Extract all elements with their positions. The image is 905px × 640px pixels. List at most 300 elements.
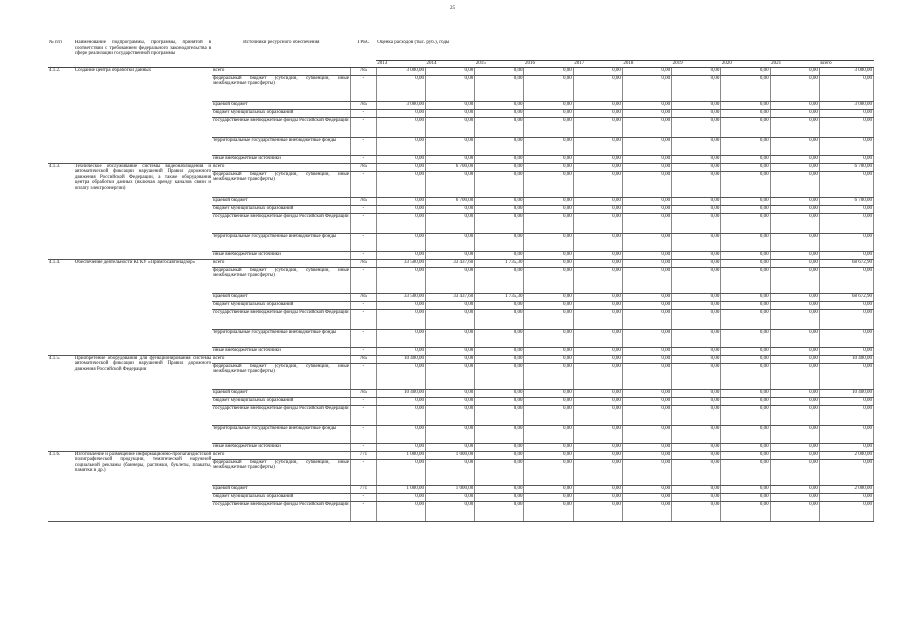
amount-cell: 0,00 (376, 329, 425, 347)
amount-cell: 0,00 (672, 101, 721, 109)
amount-cell: 0,00 (721, 67, 770, 75)
amount-cell: 0,00 (475, 75, 524, 101)
amount-cell: 0,00 (672, 501, 721, 521)
amount-cell: 0,00 (524, 355, 573, 363)
amount-cell: 6 700,00 (425, 197, 474, 205)
amount-cell: 1 000,00 (425, 451, 474, 459)
amount-cell: 0,00 (770, 363, 819, 389)
amount-cell: 0,00 (819, 205, 873, 213)
grbs-code: 785 (350, 355, 376, 363)
amount-cell: 0,00 (721, 443, 770, 451)
amount-cell: 0,00 (819, 309, 873, 329)
amount-cell: 0,00 (475, 451, 524, 459)
amount-cell: 0,00 (770, 101, 819, 109)
amount-cell: 0,00 (524, 213, 573, 233)
grbs-code: - (350, 329, 376, 347)
amount-cell: 0,00 (672, 155, 721, 163)
amount-cell: 0,00 (721, 389, 770, 397)
funding-source: краевой бюджет (212, 485, 350, 493)
header-year: 2021 (770, 61, 819, 68)
amount-cell: 0,00 (622, 355, 671, 363)
amount-cell: 0,00 (475, 117, 524, 137)
amount-cell: 0,00 (770, 443, 819, 451)
amount-cell: 0,00 (573, 293, 622, 301)
amount-cell: 0,00 (622, 171, 671, 197)
amount-cell: 0,00 (524, 329, 573, 347)
amount-cell: 0,00 (770, 213, 819, 233)
amount-cell: 0,00 (770, 259, 819, 267)
amount-cell: 0,00 (672, 109, 721, 117)
amount-cell: 0,00 (770, 205, 819, 213)
amount-cell: 0,00 (425, 405, 474, 425)
table-body (48, 67, 874, 521)
item-number: 4.1.2. (48, 67, 74, 163)
amount-cell: 0,00 (425, 459, 474, 485)
amount-cell: 0,00 (622, 293, 671, 301)
amount-cell: 0,00 (475, 355, 524, 363)
amount-cell: 0,00 (425, 363, 474, 389)
amount-cell: 0,00 (376, 301, 425, 309)
amount-cell: 0,00 (376, 197, 425, 205)
grbs-code: - (350, 117, 376, 137)
amount-cell: 0,00 (770, 293, 819, 301)
amount-cell: 68 672,90 (819, 293, 873, 301)
amount-cell: 0,00 (770, 405, 819, 425)
amount-cell: 0,00 (721, 501, 770, 521)
amount-cell: 0,00 (425, 425, 474, 443)
amount-cell: 0,00 (770, 485, 819, 493)
amount-cell: 0,00 (573, 405, 622, 425)
amount-cell: 0,00 (672, 259, 721, 267)
amount-cell: 0,00 (819, 267, 873, 293)
amount-cell: 0,00 (475, 197, 524, 205)
amount-cell: 0,00 (425, 101, 474, 109)
funding-source: всего (212, 163, 350, 171)
amount-cell: 0,00 (622, 251, 671, 259)
amount-cell: 0,00 (819, 137, 873, 155)
amount-cell: 0,00 (425, 389, 474, 397)
amount-cell: 33 437,60 (425, 293, 474, 301)
amount-cell: 2 000,00 (819, 485, 873, 493)
grbs-code: - (350, 493, 376, 501)
amount-cell: 0,00 (770, 425, 819, 443)
amount-cell: 0,00 (524, 137, 573, 155)
amount-cell: 0,00 (524, 459, 573, 485)
amount-cell: 0,00 (573, 213, 622, 233)
amount-cell: 0,00 (376, 267, 425, 293)
amount-cell: 0,00 (622, 75, 671, 101)
amount-cell: 0,00 (721, 197, 770, 205)
amount-cell: 0,00 (524, 117, 573, 137)
amount-cell: 0,00 (573, 117, 622, 137)
amount-cell: 33 437,60 (425, 259, 474, 267)
funding-source: краевой бюджет (212, 389, 350, 397)
amount-cell: 0,00 (573, 347, 622, 355)
amount-cell: 0,00 (475, 309, 524, 329)
funding-source: иные внебюджетные источники (212, 443, 350, 451)
amount-cell: 0,00 (672, 347, 721, 355)
amount-cell: 0,00 (475, 389, 524, 397)
amount-cell: 0,00 (622, 155, 671, 163)
header-name: Наименование подпрограммы, программы, принятой в соответствии с требованием федерального законодательства в сфере реализации государственной программы (74, 40, 212, 67)
grbs-code: - (350, 309, 376, 329)
amount-cell: 0,00 (622, 101, 671, 109)
amount-cell: 0,00 (475, 213, 524, 233)
amount-cell: 0,00 (573, 233, 622, 251)
funding-source: всего (212, 259, 350, 267)
amount-cell: 0,00 (376, 397, 425, 405)
amount-cell: 0,00 (819, 397, 873, 405)
amount-cell: 0,00 (770, 347, 819, 355)
header-year: 2018 (622, 61, 671, 68)
amount-cell: 0,00 (524, 493, 573, 501)
amount-cell: 6 700,00 (819, 197, 873, 205)
amount-cell: 0,00 (573, 425, 622, 443)
header-year: 2017 (573, 61, 622, 68)
amount-cell: 0,00 (475, 171, 524, 197)
header-grbs: ГРБС (350, 40, 376, 67)
amount-cell: 0,00 (425, 329, 474, 347)
amount-cell: 0,00 (672, 451, 721, 459)
amount-cell: 0,00 (819, 155, 873, 163)
amount-cell: 0,00 (425, 347, 474, 355)
amount-cell: 0,00 (770, 171, 819, 197)
amount-cell: 0,00 (770, 267, 819, 293)
budget-table (48, 40, 874, 522)
amount-cell: 0,00 (425, 501, 474, 521)
grbs-code: - (350, 155, 376, 163)
amount-cell: 0,00 (819, 425, 873, 443)
amount-cell: 0,00 (721, 251, 770, 259)
item-name: Обеспечение деятельности КГКУ «Примгосавтонадзор» (74, 259, 212, 355)
funding-source: бюджет муниципальных образований (212, 205, 350, 213)
amount-cell: 0,00 (622, 117, 671, 137)
amount-cell: 0,00 (425, 309, 474, 329)
amount-cell: 0,00 (622, 301, 671, 309)
amount-cell: 0,00 (672, 301, 721, 309)
amount-cell: 0,00 (573, 251, 622, 259)
amount-cell: 0,00 (425, 75, 474, 101)
amount-cell: 0,00 (524, 251, 573, 259)
amount-cell: 0,00 (622, 67, 671, 75)
amount-cell: 0,00 (721, 101, 770, 109)
amount-cell: 0,00 (770, 67, 819, 75)
table-row (48, 259, 874, 267)
amount-cell: 0,00 (573, 155, 622, 163)
amount-cell: 0,00 (475, 137, 524, 155)
amount-cell: 0,00 (475, 425, 524, 443)
amount-cell: 0,00 (770, 75, 819, 101)
amount-cell: 0,00 (475, 233, 524, 251)
header-year: 2014 (425, 61, 474, 68)
amount-cell: 0,00 (573, 451, 622, 459)
amount-cell: 0,00 (524, 101, 573, 109)
amount-cell: 0,00 (622, 213, 671, 233)
amount-cell: 10 400,00 (376, 355, 425, 363)
amount-cell: 0,00 (721, 205, 770, 213)
amount-cell: 1 735,30 (475, 259, 524, 267)
amount-cell: 0,00 (573, 75, 622, 101)
header-period: Оценка расходов (тыс. руб.), годы (376, 40, 873, 61)
amount-cell: 0,00 (672, 459, 721, 485)
amount-cell: 0,00 (425, 233, 474, 251)
amount-cell: 0,00 (672, 405, 721, 425)
amount-cell: 0,00 (819, 213, 873, 233)
amount-cell: 0,00 (819, 117, 873, 137)
amount-cell: 0,00 (770, 397, 819, 405)
grbs-code: - (350, 137, 376, 155)
grbs-code: 785 (350, 259, 376, 267)
amount-cell: 0,00 (721, 293, 770, 301)
amount-cell: 0,00 (622, 493, 671, 501)
amount-cell: 0,00 (524, 155, 573, 163)
amount-cell: 2 000,00 (819, 451, 873, 459)
amount-cell: 0,00 (770, 155, 819, 163)
amount-cell: 0,00 (573, 485, 622, 493)
amount-cell: 33 500,00 (376, 293, 425, 301)
amount-cell: 0,00 (524, 197, 573, 205)
amount-cell: 0,00 (672, 75, 721, 101)
grbs-code: - (350, 267, 376, 293)
amount-cell: 0,00 (721, 425, 770, 443)
amount-cell: 0,00 (721, 355, 770, 363)
amount-cell: 0,00 (622, 425, 671, 443)
amount-cell: 0,00 (376, 117, 425, 137)
amount-cell: 0,00 (524, 389, 573, 397)
amount-cell: 0,00 (622, 347, 671, 355)
amount-cell: 0,00 (721, 309, 770, 329)
amount-cell: 0,00 (622, 443, 671, 451)
amount-cell: 1 000,00 (376, 485, 425, 493)
header-source: Источники ресурсного обеспечения (212, 40, 350, 67)
amount-cell: 0,00 (672, 363, 721, 389)
page-number: 25 (450, 6, 455, 11)
amount-cell: 0,00 (573, 389, 622, 397)
grbs-code: - (350, 397, 376, 405)
grbs-code: - (350, 443, 376, 451)
amount-cell: 0,00 (622, 389, 671, 397)
amount-cell: 0,00 (721, 75, 770, 101)
amount-cell: 0,00 (475, 397, 524, 405)
amount-cell: 0,00 (376, 205, 425, 213)
amount-cell: 0,00 (770, 459, 819, 485)
amount-cell: 0,00 (524, 501, 573, 521)
grbs-code: 785 (350, 293, 376, 301)
amount-cell: 0,00 (376, 425, 425, 443)
amount-cell: 0,00 (672, 213, 721, 233)
amount-cell: 0,00 (672, 67, 721, 75)
amount-cell: 0,00 (524, 75, 573, 101)
amount-cell: 0,00 (425, 137, 474, 155)
grbs-code: - (350, 501, 376, 521)
grbs-code: - (350, 301, 376, 309)
amount-cell: 0,00 (770, 389, 819, 397)
amount-cell: 0,00 (819, 347, 873, 355)
amount-cell: 0,00 (524, 485, 573, 493)
amount-cell: 0,00 (475, 205, 524, 213)
amount-cell: 0,00 (672, 309, 721, 329)
amount-cell: 0,00 (376, 493, 425, 501)
amount-cell: 0,00 (425, 267, 474, 293)
amount-cell: 6 700,00 (819, 163, 873, 171)
grbs-code: - (350, 75, 376, 101)
grbs-code: 785 (350, 163, 376, 171)
amount-cell: 0,00 (425, 117, 474, 137)
amount-cell: 0,00 (524, 67, 573, 75)
amount-cell: 0,00 (672, 493, 721, 501)
amount-cell: 0,00 (524, 163, 573, 171)
amount-cell: 0,00 (524, 205, 573, 213)
amount-cell: 0,00 (819, 301, 873, 309)
amount-cell: 0,00 (770, 117, 819, 137)
funding-source: всего (212, 451, 350, 459)
grbs-code: - (350, 171, 376, 197)
amount-cell: 0,00 (622, 485, 671, 493)
header-year: 2016 (524, 61, 573, 68)
amount-cell: 0,00 (475, 267, 524, 293)
item-name: Приобретение оборудования для функционирования системы автоматической фиксации нарушений Правил дорожного движения Российской Федерации (74, 355, 212, 451)
amount-cell: 0,00 (672, 443, 721, 451)
amount-cell: 0,00 (721, 301, 770, 309)
grbs-code: - (350, 347, 376, 355)
amount-cell: 0,00 (672, 355, 721, 363)
amount-cell: 0,00 (524, 347, 573, 355)
amount-cell: 0,00 (376, 459, 425, 485)
amount-cell: 0,00 (475, 101, 524, 109)
amount-cell: 0,00 (376, 309, 425, 329)
grbs-code: - (350, 425, 376, 443)
amount-cell: 0,00 (622, 137, 671, 155)
funding-source: территориальные государственные внебюджетные фонды (212, 137, 350, 155)
amount-cell: 0,00 (573, 493, 622, 501)
amount-cell: 0,00 (622, 451, 671, 459)
amount-cell: 0,00 (475, 443, 524, 451)
funding-source: иные внебюджетные источники (212, 251, 350, 259)
funding-source: федеральный бюджет (субсидии, субвенции, иные межбюджетные трансферты) (212, 75, 350, 101)
amount-cell: 0,00 (622, 163, 671, 171)
amount-cell: 0,00 (770, 137, 819, 155)
funding-source: федеральный бюджет (субсидии, субвенции, иные межбюджетные трансферты) (212, 363, 350, 389)
grbs-code: - (350, 251, 376, 259)
grbs-code: - (350, 109, 376, 117)
amount-cell: 0,00 (819, 171, 873, 197)
amount-cell: 0,00 (425, 205, 474, 213)
funding-source: государственные внебюджетные фонды Российской Федерации (212, 405, 350, 425)
grbs-code: - (350, 405, 376, 425)
amount-cell: 0,00 (672, 389, 721, 397)
amount-cell: 0,00 (376, 347, 425, 355)
header-year: 2020 (721, 61, 770, 68)
amount-cell: 0,00 (770, 109, 819, 117)
header-num: № п/п (48, 40, 74, 67)
amount-cell: 0,00 (622, 309, 671, 329)
amount-cell: 0,00 (672, 293, 721, 301)
amount-cell: 0,00 (819, 251, 873, 259)
amount-cell: 0,00 (770, 233, 819, 251)
amount-cell: 0,00 (672, 205, 721, 213)
amount-cell: 0,00 (622, 459, 671, 485)
amount-cell: 0,00 (672, 171, 721, 197)
amount-cell: 0,00 (672, 163, 721, 171)
amount-cell: 0,00 (524, 405, 573, 425)
item-name: Техническое обслуживание системы видеонаблюдения и автоматической фиксации нарушений Правил дорожного движения Российской Федерации, а также оборудования центра обработки данных (включая аренду каналов связи и оплату электроэнергии) (74, 163, 212, 259)
header-year: всего (819, 61, 873, 68)
funding-source: всего (212, 355, 350, 363)
amount-cell: 0,00 (376, 75, 425, 101)
funding-source: бюджет муниципальных образований (212, 493, 350, 501)
funding-source: территориальные государственные внебюджетные фонды (212, 233, 350, 251)
amount-cell: 0,00 (721, 329, 770, 347)
grbs-code: - (350, 363, 376, 389)
amount-cell: 0,00 (721, 459, 770, 485)
amount-cell: 0,00 (376, 443, 425, 451)
amount-cell: 6 700,00 (425, 163, 474, 171)
funding-source: бюджет муниципальных образований (212, 109, 350, 117)
amount-cell: 0,00 (475, 405, 524, 425)
amount-cell: 0,00 (475, 155, 524, 163)
funding-source: федеральный бюджет (субсидии, субвенции, иные межбюджетные трансферты) (212, 171, 350, 197)
amount-cell: 0,00 (770, 197, 819, 205)
amount-cell: 0,00 (376, 213, 425, 233)
grbs-code: 771 (350, 485, 376, 493)
amount-cell: 0,00 (524, 397, 573, 405)
amount-cell: 0,00 (770, 309, 819, 329)
funding-source: государственные внебюджетные фонды Российской Федерации (212, 117, 350, 137)
amount-cell: 0,00 (573, 197, 622, 205)
table-row (48, 163, 874, 171)
amount-cell: 0,00 (770, 451, 819, 459)
funding-source: государственные внебюджетные фонды Российской Федерации (212, 309, 350, 329)
amount-cell: 0,00 (721, 451, 770, 459)
amount-cell: 0,00 (672, 397, 721, 405)
amount-cell: 0,00 (770, 301, 819, 309)
amount-cell: 0,00 (573, 397, 622, 405)
amount-cell: 0,00 (622, 205, 671, 213)
amount-cell: 0,00 (573, 137, 622, 155)
amount-cell: 0,00 (573, 109, 622, 117)
amount-cell: 0,00 (721, 137, 770, 155)
amount-cell: 0,00 (573, 163, 622, 171)
amount-cell: 0,00 (524, 301, 573, 309)
amount-cell: 0,00 (721, 163, 770, 171)
amount-cell: 0,00 (721, 397, 770, 405)
amount-cell: 33 500,00 (376, 259, 425, 267)
amount-cell: 0,00 (672, 329, 721, 347)
funding-source: территориальные государственные внебюджетные фонды (212, 329, 350, 347)
amount-cell: 0,00 (425, 397, 474, 405)
amount-cell: 0,00 (721, 405, 770, 425)
amount-cell: 0,00 (721, 347, 770, 355)
funding-source: иные внебюджетные источники (212, 347, 350, 355)
amount-cell: 0,00 (524, 171, 573, 197)
amount-cell: 0,00 (376, 501, 425, 521)
amount-cell: 0,00 (819, 329, 873, 347)
amount-cell: 0,00 (721, 233, 770, 251)
amount-cell: 0,00 (573, 267, 622, 293)
amount-cell: 0,00 (672, 233, 721, 251)
table-row (48, 355, 874, 363)
funding-source: краевой бюджет (212, 197, 350, 205)
amount-cell: 0,00 (475, 109, 524, 117)
funding-source: федеральный бюджет (субсидии, субвенции, иные межбюджетные трансферты) (212, 267, 350, 293)
amount-cell: 0,00 (672, 197, 721, 205)
amount-cell: 0,00 (425, 355, 474, 363)
amount-cell: 0,00 (721, 259, 770, 267)
grbs-code: - (350, 233, 376, 251)
amount-cell: 0,00 (425, 493, 474, 501)
amount-cell: 0,00 (524, 309, 573, 329)
amount-cell: 3 000,00 (376, 67, 425, 75)
